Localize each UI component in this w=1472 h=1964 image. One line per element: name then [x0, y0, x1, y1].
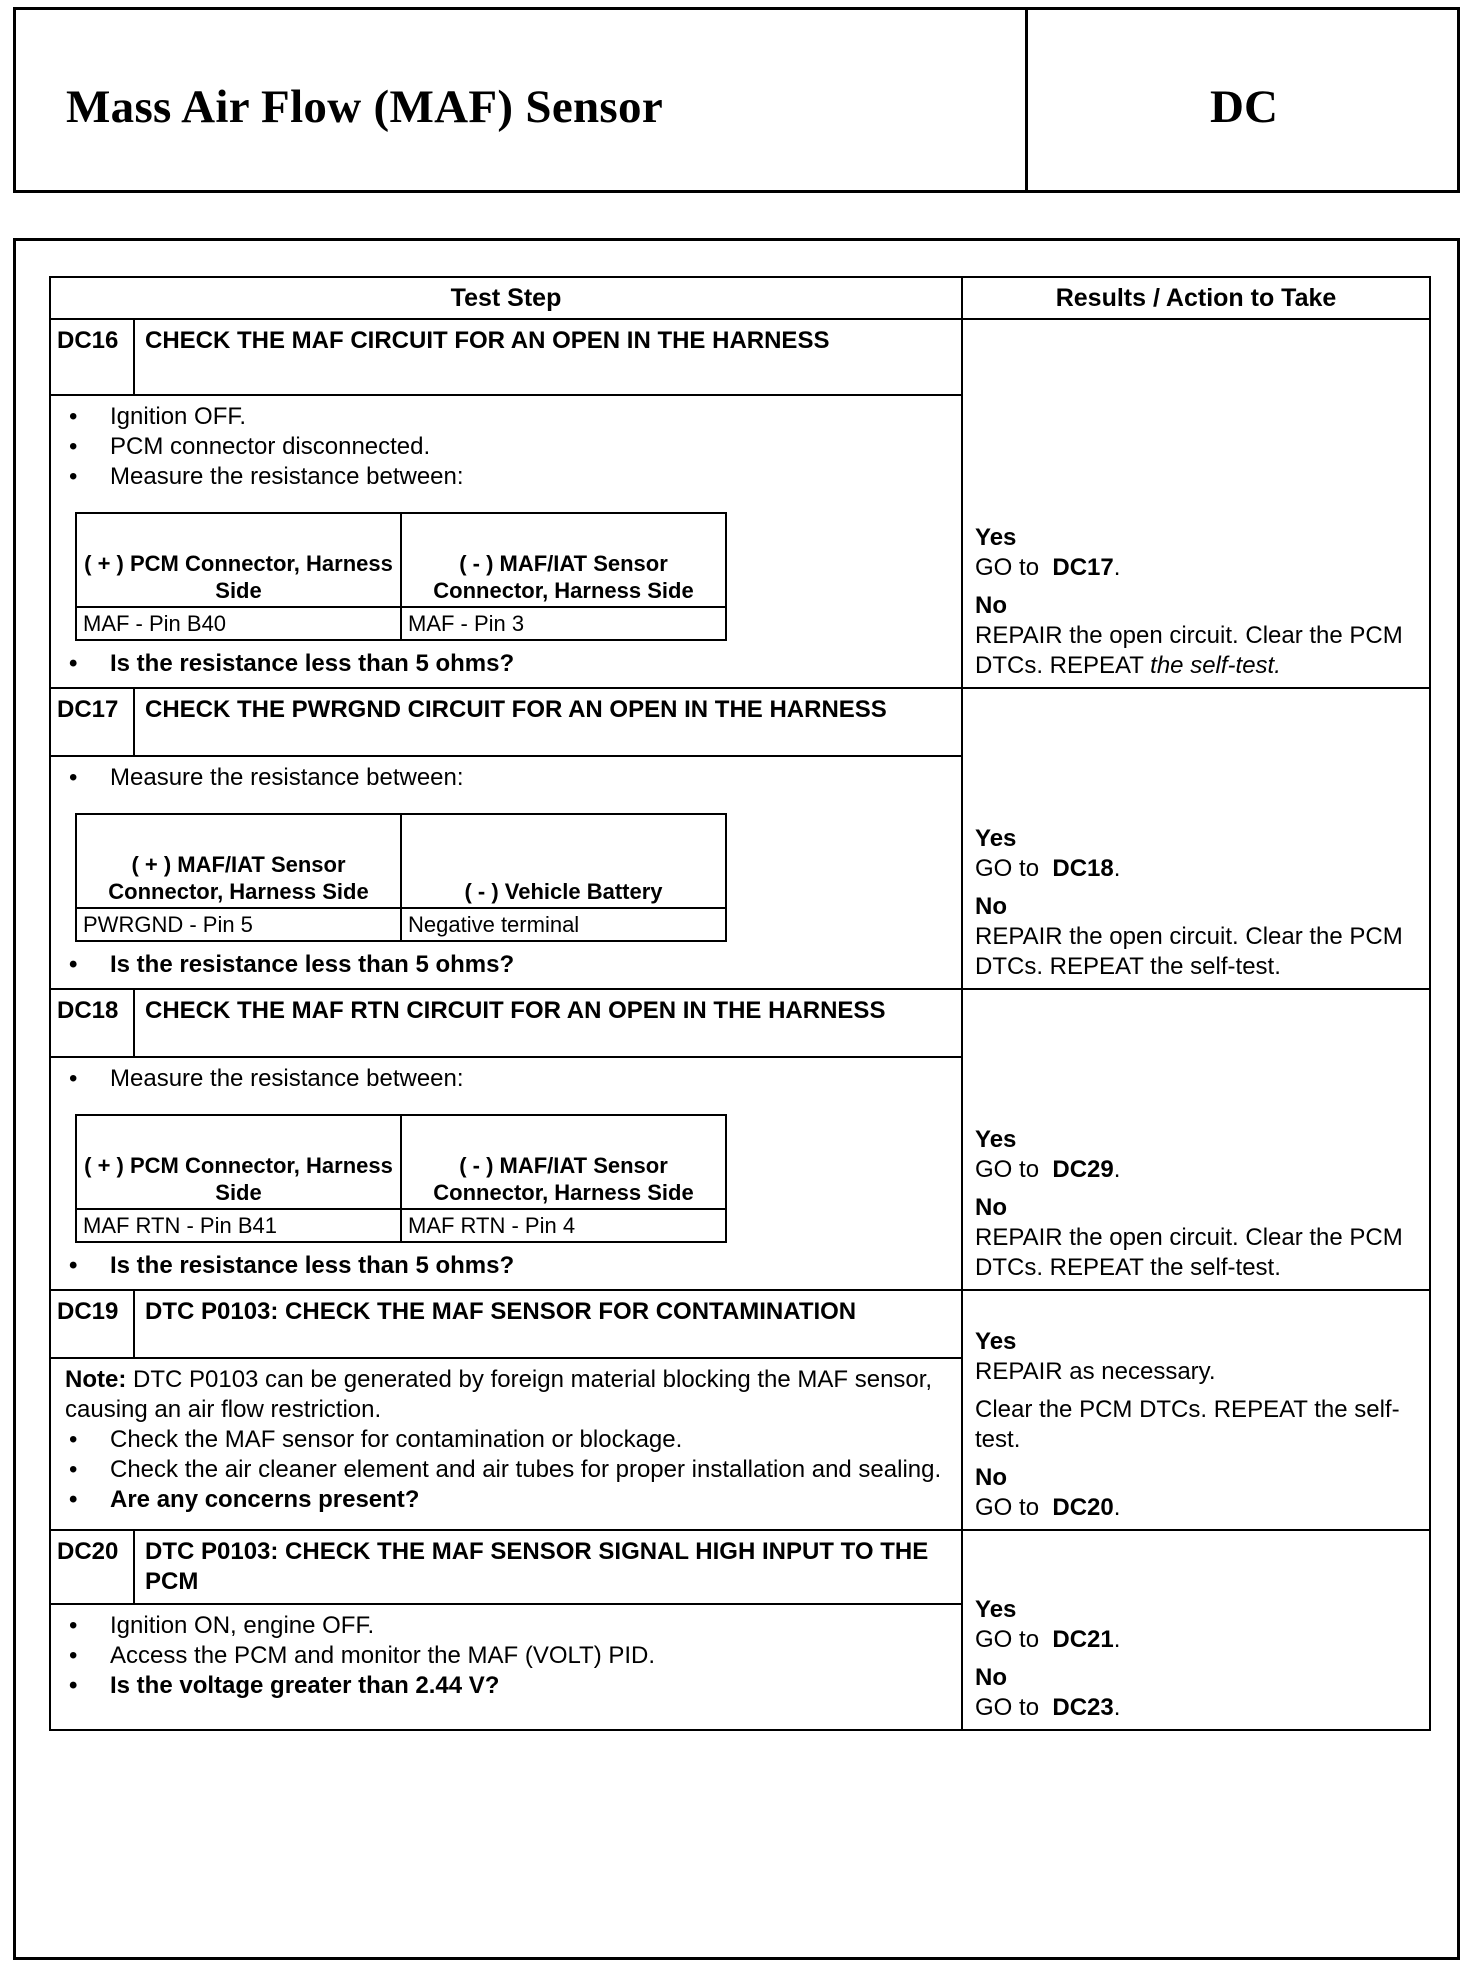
- step-results: [962, 989, 1430, 1290]
- step-body: [50, 1358, 962, 1530]
- step-results: [962, 319, 1430, 688]
- step-row-dc19: [50, 1290, 1430, 1358]
- col-header-results: Results / Action to Take: [962, 277, 1430, 319]
- pin-table: [75, 512, 727, 641]
- no-label: No: [975, 1194, 1008, 1221]
- goto-link[interactable]: DC17: [1052, 554, 1114, 581]
- no-action: REPAIR the open circuit. Clear the PCM DTCs. REPEAT the self-test.: [975, 1224, 1403, 1281]
- no-action: REPAIR the open circuit. Clear the PCM DTCs. REPEAT the self-test.: [975, 622, 1403, 679]
- yes-label: Yes: [975, 825, 1017, 852]
- pin-table-cell: MAF RTN - Pin B41: [76, 1209, 401, 1242]
- yes-label: Yes: [975, 1596, 1017, 1623]
- yes-label: Yes: [975, 1126, 1017, 1153]
- no-action: REPAIR the open circuit. Clear the PCM DTCs. REPEAT the self-test.: [975, 923, 1403, 980]
- pin-table-cell: MAF - Pin 3: [401, 607, 726, 640]
- pin-table: [75, 1114, 727, 1243]
- goto-link[interactable]: DC23: [1052, 1694, 1114, 1721]
- step-heading: CHECK THE MAF RTN CIRCUIT FOR AN OPEN IN THE HARNESS: [134, 989, 962, 1057]
- pin-table-header: ( + ) PCM Connector, Harness Side: [76, 513, 401, 607]
- step-results: [962, 688, 1430, 989]
- bullet-item: • Ignition ON, engine OFF.: [65, 1611, 951, 1641]
- bullet-item: • Check the MAF sensor for contamination or blockage.: [65, 1425, 951, 1455]
- step-heading: DTC P0103: CHECK THE MAF SENSOR SIGNAL HIGH INPUT TO THE PCM: [134, 1530, 962, 1604]
- pin-table-header: ( - ) MAF/IAT Sensor Connector, Harness Side: [401, 1115, 726, 1209]
- yes-action-2: Clear the PCM DTCs. REPEAT the self-test.: [975, 1396, 1400, 1453]
- step-question: • Is the resistance less than 5 ohms?: [65, 1251, 951, 1281]
- step-note: Note: DTC P0103 can be generated by foreign material blocking the MAF sensor, causing an air flow restriction.: [65, 1366, 933, 1423]
- pin-table: [75, 813, 727, 942]
- yes-label: Yes: [975, 1328, 1017, 1355]
- pin-table-header: ( - ) Vehicle Battery: [401, 814, 726, 908]
- step-row-dc20: [50, 1530, 1430, 1604]
- step-body: [50, 1604, 962, 1730]
- step-heading: CHECK THE MAF CIRCUIT FOR AN OPEN IN THE HARNESS: [134, 319, 962, 395]
- step-row-dc17: [50, 688, 1430, 756]
- bullet-item: • Ignition OFF.: [65, 402, 951, 432]
- pin-table-cell: PWRGND - Pin 5: [76, 908, 401, 941]
- goto-link[interactable]: DC18: [1052, 855, 1114, 882]
- step-row-dc16: [50, 319, 1430, 395]
- step-row-dc18: [50, 989, 1430, 1057]
- goto-link[interactable]: DC21: [1052, 1626, 1114, 1653]
- no-label: No: [975, 893, 1008, 920]
- step-body: [50, 395, 962, 688]
- step-question: • Is the resistance less than 5 ohms?: [65, 950, 951, 980]
- bullet-item: • PCM connector disconnected.: [65, 432, 951, 462]
- test-step-table: [49, 276, 1431, 1731]
- page-title: Mass Air Flow (MAF) Sensor: [66, 81, 663, 133]
- step-heading: DTC P0103: CHECK THE MAF SENSOR FOR CONTAMINATION: [134, 1290, 962, 1358]
- col-header-test-step: Test Step: [50, 277, 962, 319]
- step-id: DC16: [50, 319, 134, 395]
- pin-table-header: ( - ) MAF/IAT Sensor Connector, Harness Side: [401, 513, 726, 607]
- step-id: DC20: [50, 1530, 134, 1604]
- yes-label: Yes: [975, 524, 1017, 551]
- yes-action: GO to DC29.: [975, 1156, 1121, 1183]
- procedure-frame: [13, 238, 1460, 1960]
- pin-table-cell: MAF RTN - Pin 4: [401, 1209, 726, 1242]
- step-body: [50, 1057, 962, 1290]
- step-body: [50, 756, 962, 989]
- pin-table-cell: MAF - Pin B40: [76, 607, 401, 640]
- step-id: DC18: [50, 989, 134, 1057]
- bullet-item: • Access the PCM and monitor the MAF (VOLT) PID.: [65, 1641, 951, 1671]
- no-label: No: [975, 592, 1008, 619]
- no-label: No: [975, 1664, 1008, 1691]
- bullet-item: • Measure the resistance between:: [65, 763, 951, 793]
- table-header-row: [50, 277, 1430, 319]
- step-heading: CHECK THE PWRGND CIRCUIT FOR AN OPEN IN THE HARNESS: [134, 688, 962, 756]
- yes-action: GO to DC21.: [975, 1626, 1121, 1653]
- step-results: [962, 1530, 1430, 1730]
- bullet-item: • Measure the resistance between:: [65, 1064, 951, 1094]
- bullet-item: • Check the air cleaner element and air tubes for proper installation and sealing.: [65, 1455, 951, 1485]
- yes-action: GO to DC17.: [975, 554, 1121, 581]
- page-header: [13, 7, 1460, 193]
- goto-link[interactable]: DC20: [1052, 1494, 1114, 1521]
- step-id: DC19: [50, 1290, 134, 1358]
- pin-table-header: ( + ) MAF/IAT Sensor Connector, Harness Side: [76, 814, 401, 908]
- bullet-item: • Measure the resistance between:: [65, 462, 951, 492]
- yes-action: GO to DC18.: [975, 855, 1121, 882]
- no-action: GO to DC23.: [975, 1694, 1121, 1721]
- no-action: GO to DC20.: [975, 1494, 1121, 1521]
- goto-link[interactable]: DC29: [1052, 1156, 1114, 1183]
- no-label: No: [975, 1464, 1008, 1491]
- step-results: [962, 1290, 1430, 1530]
- section-code: DC: [1210, 81, 1278, 133]
- pin-table-header: ( + ) PCM Connector, Harness Side: [76, 1115, 401, 1209]
- pin-table-cell: Negative terminal: [401, 908, 726, 941]
- step-question: • Are any concerns present?: [65, 1485, 951, 1515]
- step-question: • Is the resistance less than 5 ohms?: [65, 649, 951, 679]
- step-question: • Is the voltage greater than 2.44 V?: [65, 1671, 951, 1701]
- yes-action: REPAIR as necessary.: [975, 1358, 1216, 1385]
- step-id: DC17: [50, 688, 134, 756]
